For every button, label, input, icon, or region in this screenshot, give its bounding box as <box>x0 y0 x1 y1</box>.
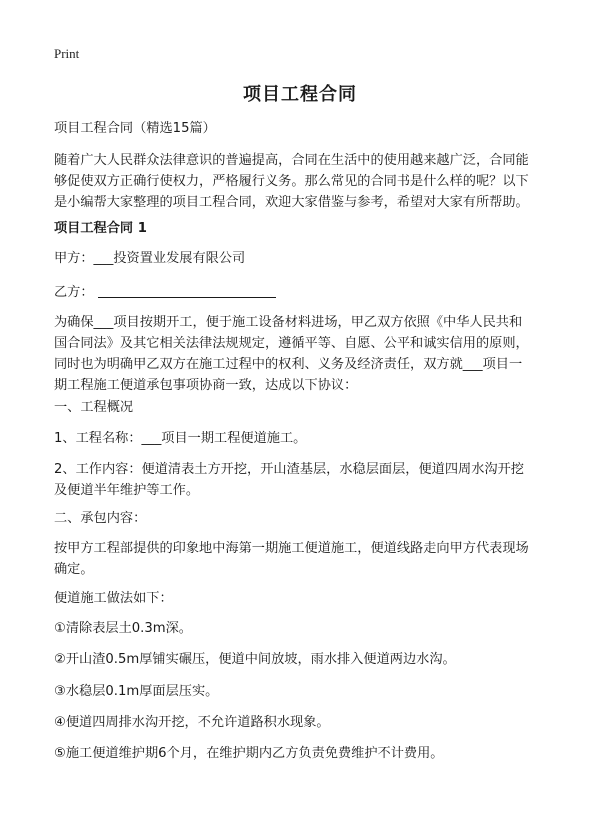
method-item <box>54 712 554 733</box>
method-item-text: ①清除表层土0.3m深。 <box>54 621 192 636</box>
clause-1-title <box>54 397 554 418</box>
purpose-line: 为确保___项目按期开工，便于施工设备材料进场，甲乙双方依照《中华人民共和 <box>54 315 523 330</box>
purpose-paragraph <box>54 312 554 396</box>
method-heading-text: 便道施工做法如下： <box>54 591 173 606</box>
clause-2-desc-line: 按甲方工程部提供的印象地中海第一期施工便道施工，便道线路走向甲方代表现场 <box>54 541 529 556</box>
clause-1-item-1-text: 1、工程名称：___项目一期工程便道施工。 <box>54 431 307 446</box>
party-a-line <box>54 248 554 269</box>
clause-1-item-2 <box>54 459 554 501</box>
document-subtitle <box>54 118 554 139</box>
method-heading <box>54 588 554 609</box>
clause-2-desc-line: 确定。 <box>54 562 94 577</box>
clause-1-item-2-line: 及便道半年维护等工作。 <box>54 483 200 498</box>
purpose-line: 同时也为明确甲乙双方在施工过程中的权利、义务及经济责任，双方就___项目一 <box>54 357 523 372</box>
method-item-text: ④便道四周排水沟开挖，不允许道路积水现象。 <box>54 715 330 730</box>
purpose-line: 国合同法》及其它相关法律法规规定，遵循平等、自愿、公平和诚实信用的原则， <box>54 336 529 351</box>
method-item-text: ③水稳层0.1m厚面层压实。 <box>54 684 219 699</box>
party-a-text: 甲方：___投资置业发展有限公司 <box>54 251 246 266</box>
clause-2-title <box>54 508 554 529</box>
subtitle-text: 项目工程合同（精选15篇） <box>54 121 216 136</box>
method-item <box>54 681 554 702</box>
method-item <box>54 743 554 764</box>
intro-line: 是小编帮大家整理的项目工程合同，欢迎大家借鉴与参考，希望对大家有所帮助。 <box>54 195 529 210</box>
intro-line: 够促使双方正确行使权力，严格履行义务。那么常见的合同书是什么样的呢？以下 <box>54 174 529 189</box>
intro-paragraph <box>54 150 554 213</box>
method-item-text: ⑤施工便道维护期6个月，在维护期内乙方负责免费维护不计费用。 <box>54 746 444 761</box>
intro-line: 随着广大人民群众法律意识的普遍提高，合同在生活中的使用越来越广泛，合同能 <box>54 153 529 168</box>
method-item-text: ②开山渣0.5m厚铺实碾压，便道中间放坡，雨水排入便道两边水沟。 <box>54 652 456 667</box>
party-b-blank <box>98 283 276 298</box>
method-item <box>54 649 554 670</box>
document-title: 项目工程合同 <box>243 84 357 105</box>
party-b-line <box>54 282 554 303</box>
clause-1-title-text: 一、工程概况 <box>54 400 134 415</box>
section-heading <box>54 218 554 239</box>
method-item <box>54 618 554 639</box>
section-heading-text: 项目工程合同 1 <box>54 221 147 236</box>
clause-1-item-1 <box>54 428 554 449</box>
clause-2-description <box>54 538 554 580</box>
purpose-line: 期工程施工便道承包事项协商一致，达成以下协议： <box>54 378 358 393</box>
party-b-label: 乙方： <box>54 285 94 300</box>
clause-1-item-2-line: 2、工作内容：便道清表土方开挖，开山渣基层，水稳层面层，便道四周水沟开挖 <box>54 462 524 477</box>
clause-2-title-text: 二、承包内容： <box>54 511 147 526</box>
print-label: Print <box>54 46 80 61</box>
